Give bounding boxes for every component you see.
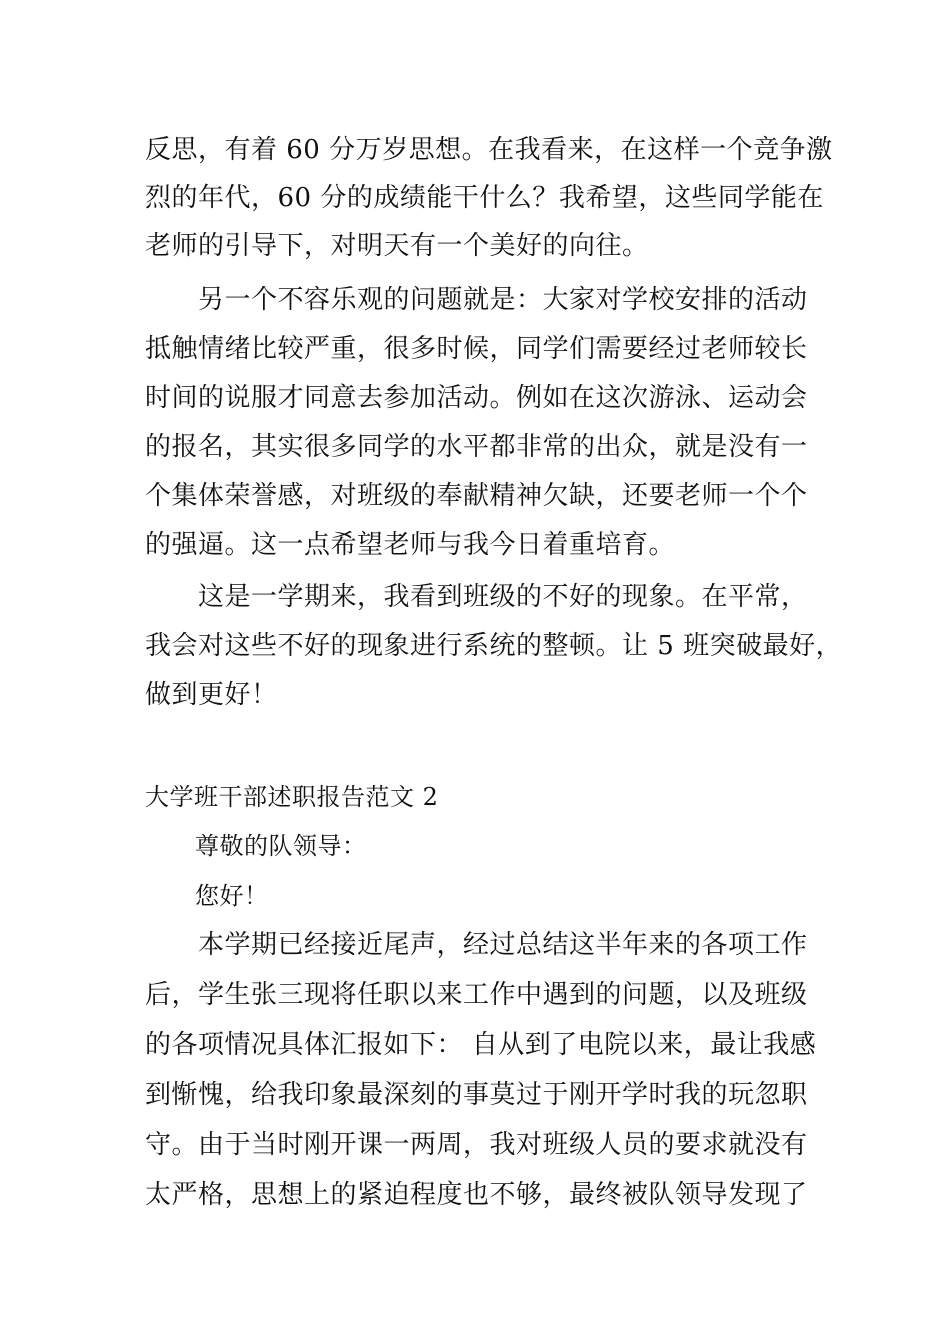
text-line: 的各项情况具体汇报如下： 自从到了电院以来，最让我感 bbox=[145, 1030, 817, 1060]
text-line: 另一个不容乐观的问题就是：大家对学校安排的活动 bbox=[198, 285, 808, 315]
text-line: 的报名，其实很多同学的水平都非常的出众，就是没有一 bbox=[145, 432, 808, 462]
text-line: 的强逼。这一点希望老师与我今日着重培育。 bbox=[145, 530, 676, 560]
text-line: 太严格，思想上的紧迫程度也不够，最终被队领导发现了 bbox=[145, 1180, 808, 1210]
text-line: 这是一学期来，我看到班级的不好的现象。在平常， bbox=[198, 582, 808, 612]
text-line: 后，学生张三现将任职以来工作中遇到的问题，以及班级 bbox=[145, 980, 808, 1010]
text-line: 做到更好！ bbox=[145, 680, 278, 710]
text-line: 时间的说服才同意去参加活动。例如在这次游泳、运动会 bbox=[145, 383, 808, 413]
text-line: 个集体荣誉感，对班级的奉献精神欠缺，还要老师一个个 bbox=[145, 481, 808, 511]
greeting: 您好！ bbox=[195, 882, 269, 910]
text-line: 烈的年代，60 分的成绩能干什么？我希望，这些同学能在 bbox=[145, 183, 824, 213]
text-line: 我会对这些不好的现象进行系统的整顿。让 5 班突破最好， bbox=[145, 631, 843, 661]
salutation: 尊敬的队领导： bbox=[195, 832, 367, 860]
text-line: 本学期已经接近尾声，经过总结这半年来的各项工作 bbox=[198, 930, 808, 960]
text-line: 老师的引导下，对明天有一个美好的向往。 bbox=[145, 231, 649, 261]
text-line: 到惭愧，给我印象最深刻的事莫过于刚开学时我的玩忽职 bbox=[145, 1080, 808, 1110]
text-line: 守。由于当时刚开课一两周，我对班级人员的要求就没有 bbox=[145, 1130, 808, 1160]
section-title: 大学班干部述职报告范文 2 bbox=[145, 783, 439, 811]
text-line: 反思，有着 60 分万岁思想。在我看来，在这样一个竞争激 bbox=[145, 135, 833, 165]
text-line: 抵触情绪比较严重，很多时候，同学们需要经过老师较长 bbox=[145, 334, 808, 364]
